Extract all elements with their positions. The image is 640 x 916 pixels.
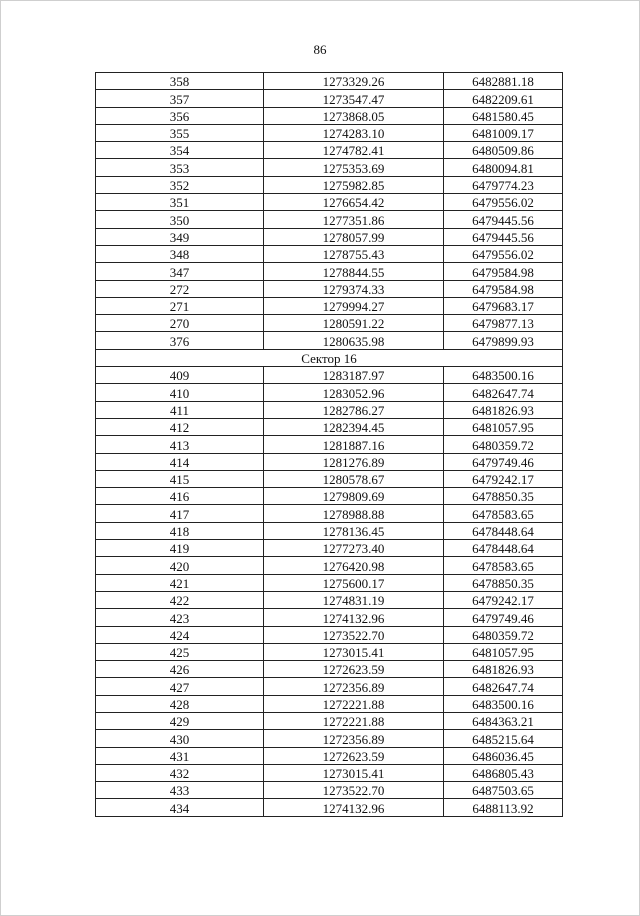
point-number-cell: 349 bbox=[96, 228, 264, 245]
point-number-cell: 357 bbox=[96, 90, 264, 107]
x-coordinate-cell: 1278755.43 bbox=[264, 245, 444, 262]
y-coordinate-cell: 6479877.13 bbox=[444, 315, 563, 332]
y-coordinate-cell: 6483500.16 bbox=[444, 367, 563, 384]
coordinates-table bbox=[95, 72, 563, 817]
table-row bbox=[96, 436, 563, 453]
x-coordinate-cell: 1272623.59 bbox=[264, 661, 444, 678]
x-coordinate-cell: 1278988.88 bbox=[264, 505, 444, 522]
point-number-cell: 423 bbox=[96, 609, 264, 626]
point-number-cell: 350 bbox=[96, 211, 264, 228]
x-coordinate-cell: 1273547.47 bbox=[264, 90, 444, 107]
point-number-cell: 411 bbox=[96, 401, 264, 418]
table-row bbox=[96, 297, 563, 314]
point-number-cell: 358 bbox=[96, 73, 264, 90]
sector-row bbox=[96, 349, 563, 366]
point-number-cell: 376 bbox=[96, 332, 264, 349]
point-number-cell: 433 bbox=[96, 782, 264, 799]
table-row bbox=[96, 453, 563, 470]
point-number-cell: 352 bbox=[96, 176, 264, 193]
x-coordinate-cell: 1278844.55 bbox=[264, 263, 444, 280]
table-row bbox=[96, 194, 563, 211]
point-number-cell: 427 bbox=[96, 678, 264, 695]
y-coordinate-cell: 6481826.93 bbox=[444, 401, 563, 418]
table-row bbox=[96, 367, 563, 384]
y-coordinate-cell: 6478448.64 bbox=[444, 522, 563, 539]
x-coordinate-cell: 1279994.27 bbox=[264, 297, 444, 314]
table-row bbox=[96, 142, 563, 159]
table-row bbox=[96, 764, 563, 781]
y-coordinate-cell: 6482647.74 bbox=[444, 384, 563, 401]
point-number-cell: 356 bbox=[96, 107, 264, 124]
table-row bbox=[96, 678, 563, 695]
y-coordinate-cell: 6479584.98 bbox=[444, 280, 563, 297]
y-coordinate-cell: 6482881.18 bbox=[444, 73, 563, 90]
point-number-cell: 415 bbox=[96, 470, 264, 487]
y-coordinate-cell: 6478850.35 bbox=[444, 574, 563, 591]
table-row bbox=[96, 522, 563, 539]
point-number-cell: 410 bbox=[96, 384, 264, 401]
table-row bbox=[96, 315, 563, 332]
y-coordinate-cell: 6480359.72 bbox=[444, 626, 563, 643]
table-row bbox=[96, 263, 563, 280]
table-row bbox=[96, 591, 563, 608]
point-number-cell: 418 bbox=[96, 522, 264, 539]
point-number-cell: 413 bbox=[96, 436, 264, 453]
x-coordinate-cell: 1281276.89 bbox=[264, 453, 444, 470]
point-number-cell: 434 bbox=[96, 799, 264, 816]
x-coordinate-cell: 1278057.99 bbox=[264, 228, 444, 245]
y-coordinate-cell: 6488113.92 bbox=[444, 799, 563, 816]
y-coordinate-cell: 6481057.95 bbox=[444, 418, 563, 435]
table-row bbox=[96, 574, 563, 591]
table-row bbox=[96, 90, 563, 107]
table-row bbox=[96, 557, 563, 574]
x-coordinate-cell: 1275353.69 bbox=[264, 159, 444, 176]
point-number-cell: 271 bbox=[96, 297, 264, 314]
x-coordinate-cell: 1279809.69 bbox=[264, 488, 444, 505]
table-row bbox=[96, 107, 563, 124]
x-coordinate-cell: 1281887.16 bbox=[264, 436, 444, 453]
point-number-cell: 424 bbox=[96, 626, 264, 643]
y-coordinate-cell: 6481580.45 bbox=[444, 107, 563, 124]
point-number-cell: 431 bbox=[96, 747, 264, 764]
x-coordinate-cell: 1273015.41 bbox=[264, 643, 444, 660]
table-row bbox=[96, 782, 563, 799]
y-coordinate-cell: 6479584.98 bbox=[444, 263, 563, 280]
point-number-cell: 270 bbox=[96, 315, 264, 332]
point-number-cell: 351 bbox=[96, 194, 264, 211]
x-coordinate-cell: 1274132.96 bbox=[264, 799, 444, 816]
y-coordinate-cell: 6479556.02 bbox=[444, 194, 563, 211]
page-number: 86 bbox=[313, 42, 327, 57]
table-row bbox=[96, 280, 563, 297]
point-number-cell: 355 bbox=[96, 124, 264, 141]
y-coordinate-cell: 6481057.95 bbox=[444, 643, 563, 660]
x-coordinate-cell: 1283187.97 bbox=[264, 367, 444, 384]
sector-label: Сектор 16 bbox=[96, 349, 563, 366]
y-coordinate-cell: 6482647.74 bbox=[444, 678, 563, 695]
table-body-group1 bbox=[96, 73, 563, 350]
point-number-cell: 421 bbox=[96, 574, 264, 591]
y-coordinate-cell: 6487503.65 bbox=[444, 782, 563, 799]
x-coordinate-cell: 1275982.85 bbox=[264, 176, 444, 193]
y-coordinate-cell: 6479749.46 bbox=[444, 609, 563, 626]
point-number-cell: 347 bbox=[96, 263, 264, 280]
x-coordinate-cell: 1280578.67 bbox=[264, 470, 444, 487]
y-coordinate-cell: 6484363.21 bbox=[444, 712, 563, 729]
table-row bbox=[96, 799, 563, 816]
x-coordinate-cell: 1273868.05 bbox=[264, 107, 444, 124]
x-coordinate-cell: 1276420.98 bbox=[264, 557, 444, 574]
y-coordinate-cell: 6479683.17 bbox=[444, 297, 563, 314]
table-row bbox=[96, 643, 563, 660]
point-number-cell: 414 bbox=[96, 453, 264, 470]
x-coordinate-cell: 1274782.41 bbox=[264, 142, 444, 159]
point-number-cell: 426 bbox=[96, 661, 264, 678]
table-row bbox=[96, 470, 563, 487]
table-row bbox=[96, 211, 563, 228]
y-coordinate-cell: 6479749.46 bbox=[444, 453, 563, 470]
point-number-cell: 412 bbox=[96, 418, 264, 435]
point-number-cell: 417 bbox=[96, 505, 264, 522]
table-sector-header bbox=[96, 349, 563, 366]
table-row bbox=[96, 245, 563, 262]
point-number-cell: 348 bbox=[96, 245, 264, 262]
table-row bbox=[96, 747, 563, 764]
table-row bbox=[96, 730, 563, 747]
x-coordinate-cell: 1282394.45 bbox=[264, 418, 444, 435]
table-row bbox=[96, 712, 563, 729]
table-body-group2 bbox=[96, 367, 563, 817]
table-row bbox=[96, 384, 563, 401]
x-coordinate-cell: 1273522.70 bbox=[264, 626, 444, 643]
y-coordinate-cell: 6479242.17 bbox=[444, 591, 563, 608]
table-row bbox=[96, 626, 563, 643]
x-coordinate-cell: 1273329.26 bbox=[264, 73, 444, 90]
x-coordinate-cell: 1274831.19 bbox=[264, 591, 444, 608]
x-coordinate-cell: 1277351.86 bbox=[264, 211, 444, 228]
x-coordinate-cell: 1273522.70 bbox=[264, 782, 444, 799]
y-coordinate-cell: 6479445.56 bbox=[444, 228, 563, 245]
point-number-cell: 420 bbox=[96, 557, 264, 574]
x-coordinate-cell: 1273015.41 bbox=[264, 764, 444, 781]
y-coordinate-cell: 6479774.23 bbox=[444, 176, 563, 193]
x-coordinate-cell: 1272356.89 bbox=[264, 730, 444, 747]
y-coordinate-cell: 6478448.64 bbox=[444, 540, 563, 557]
y-coordinate-cell: 6478583.65 bbox=[444, 557, 563, 574]
table-row bbox=[96, 540, 563, 557]
table-row bbox=[96, 176, 563, 193]
point-number-cell: 409 bbox=[96, 367, 264, 384]
point-number-cell: 430 bbox=[96, 730, 264, 747]
table-row bbox=[96, 488, 563, 505]
table-row bbox=[96, 228, 563, 245]
point-number-cell: 416 bbox=[96, 488, 264, 505]
y-coordinate-cell: 6480359.72 bbox=[444, 436, 563, 453]
x-coordinate-cell: 1280591.22 bbox=[264, 315, 444, 332]
x-coordinate-cell: 1274283.10 bbox=[264, 124, 444, 141]
point-number-cell: 429 bbox=[96, 712, 264, 729]
y-coordinate-cell: 6486036.45 bbox=[444, 747, 563, 764]
point-number-cell: 425 bbox=[96, 643, 264, 660]
y-coordinate-cell: 6486805.43 bbox=[444, 764, 563, 781]
point-number-cell: 419 bbox=[96, 540, 264, 557]
x-coordinate-cell: 1276654.42 bbox=[264, 194, 444, 211]
x-coordinate-cell: 1277273.40 bbox=[264, 540, 444, 557]
point-number-cell: 428 bbox=[96, 695, 264, 712]
y-coordinate-cell: 6479556.02 bbox=[444, 245, 563, 262]
x-coordinate-cell: 1272356.89 bbox=[264, 678, 444, 695]
table-row bbox=[96, 661, 563, 678]
table-row bbox=[96, 401, 563, 418]
table-row bbox=[96, 695, 563, 712]
y-coordinate-cell: 6479899.93 bbox=[444, 332, 563, 349]
point-number-cell: 272 bbox=[96, 280, 264, 297]
table-row bbox=[96, 124, 563, 141]
point-number-cell: 354 bbox=[96, 142, 264, 159]
y-coordinate-cell: 6479242.17 bbox=[444, 470, 563, 487]
x-coordinate-cell: 1283052.96 bbox=[264, 384, 444, 401]
x-coordinate-cell: 1279374.33 bbox=[264, 280, 444, 297]
x-coordinate-cell: 1274132.96 bbox=[264, 609, 444, 626]
table-row bbox=[96, 73, 563, 90]
y-coordinate-cell: 6482209.61 bbox=[444, 90, 563, 107]
y-coordinate-cell: 6478583.65 bbox=[444, 505, 563, 522]
y-coordinate-cell: 6480094.81 bbox=[444, 159, 563, 176]
x-coordinate-cell: 1272221.88 bbox=[264, 695, 444, 712]
y-coordinate-cell: 6483500.16 bbox=[444, 695, 563, 712]
x-coordinate-cell: 1275600.17 bbox=[264, 574, 444, 591]
point-number-cell: 422 bbox=[96, 591, 264, 608]
x-coordinate-cell: 1272221.88 bbox=[264, 712, 444, 729]
x-coordinate-cell: 1282786.27 bbox=[264, 401, 444, 418]
y-coordinate-cell: 6481826.93 bbox=[444, 661, 563, 678]
y-coordinate-cell: 6479445.56 bbox=[444, 211, 563, 228]
table-row bbox=[96, 332, 563, 349]
table-row bbox=[96, 505, 563, 522]
table-row bbox=[96, 418, 563, 435]
x-coordinate-cell: 1272623.59 bbox=[264, 747, 444, 764]
x-coordinate-cell: 1278136.45 bbox=[264, 522, 444, 539]
x-coordinate-cell: 1280635.98 bbox=[264, 332, 444, 349]
point-number-cell: 353 bbox=[96, 159, 264, 176]
y-coordinate-cell: 6481009.17 bbox=[444, 124, 563, 141]
y-coordinate-cell: 6480509.86 bbox=[444, 142, 563, 159]
y-coordinate-cell: 6485215.64 bbox=[444, 730, 563, 747]
point-number-cell: 432 bbox=[96, 764, 264, 781]
table-row bbox=[96, 159, 563, 176]
table-row bbox=[96, 609, 563, 626]
y-coordinate-cell: 6478850.35 bbox=[444, 488, 563, 505]
